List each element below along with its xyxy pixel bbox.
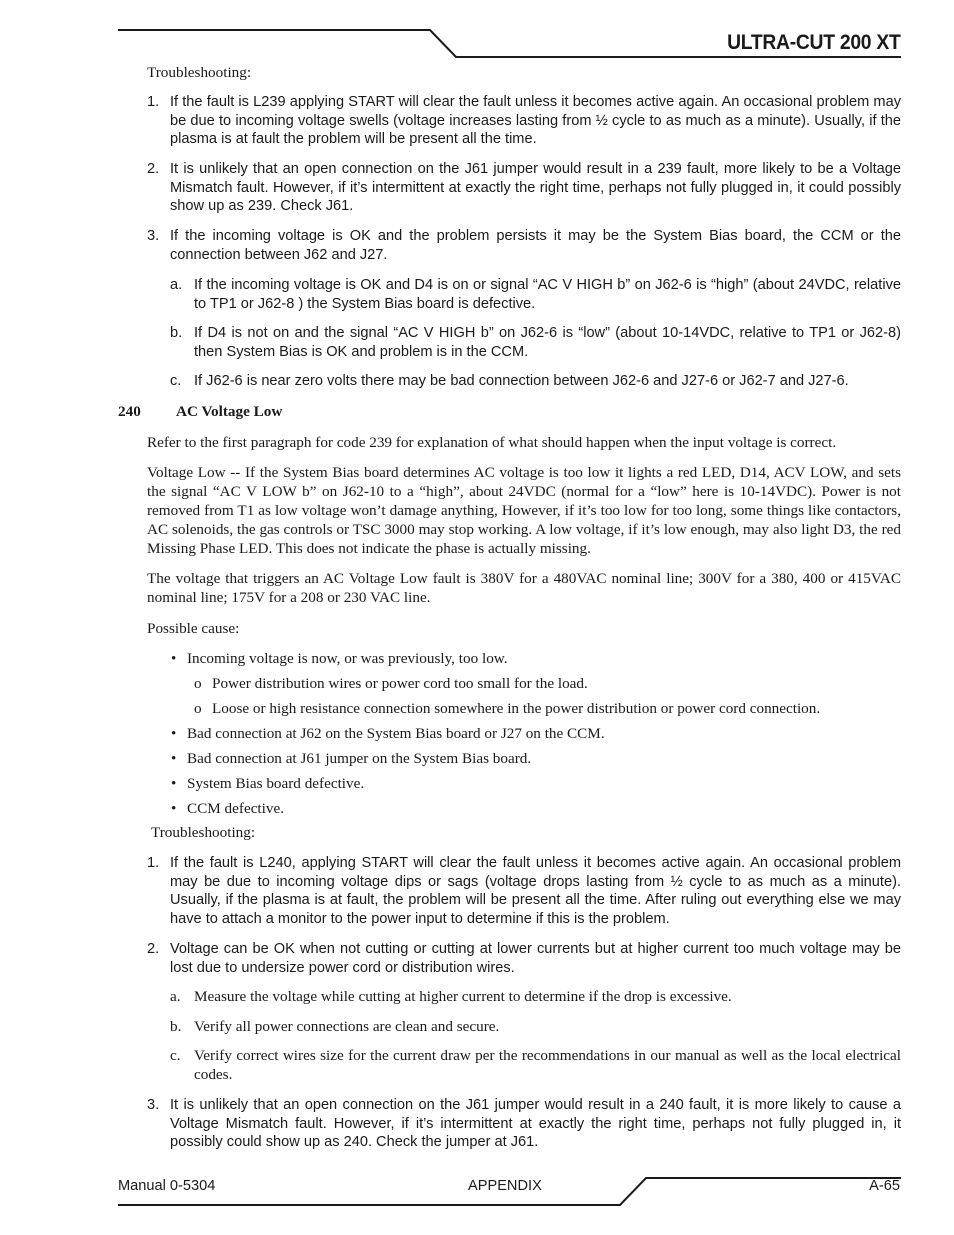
item-text: It is unlikely that an open connection on the J61 jumper would result in a 239 fault, more likely to be a Voltage Mismatch fault. However, if it’s intermittent at exactly the right time, perhaps not fully plugged in, it could possibly show up as 239. Check J61. xyxy=(170,161,901,214)
item-number: 1. xyxy=(147,94,160,110)
bullet-mark: • xyxy=(171,800,177,817)
list-item-240-3 xyxy=(147,1096,901,1152)
list-item-239-3 xyxy=(147,227,901,264)
sub-item-239-c xyxy=(170,372,901,391)
item-number: 3. xyxy=(147,1097,160,1113)
footer-manual-number: Manual 0-5304 xyxy=(118,1178,216,1194)
sub-item-text: If D4 is not on and the signal “AC V HIGH b” on J62-6 is “low” (about 10-14VDC, relative to TP1 or J62-8) then System Bias is OK and problem is in the CCM. xyxy=(194,325,901,360)
bullet-text: Bad connection at J61 jumper on the System Bias board. xyxy=(187,750,532,767)
sub-item-letter: b. xyxy=(170,325,183,341)
bullet-text: Incoming voltage is now, or was previously, too low. xyxy=(187,650,508,667)
bullet-text: CCM defective. xyxy=(187,800,285,817)
list-item-240-2 xyxy=(147,940,901,977)
bullet-item xyxy=(171,774,901,793)
fault-code: 240 xyxy=(118,403,141,420)
sub-item-240-c xyxy=(170,1046,901,1084)
sub-bullet-mark: o xyxy=(194,675,202,692)
section-title: AC Voltage Low xyxy=(176,403,283,420)
sub-item-240-b xyxy=(170,1017,901,1036)
sub-item-letter: a. xyxy=(170,277,183,293)
bullet-item xyxy=(171,724,901,743)
bullet-mark: • xyxy=(171,775,177,792)
paragraph-reference: Refer to the first paragraph for code 239 for explanation of what should happen when the input voltage is correct. xyxy=(147,434,837,451)
sub-item-text: Measure the voltage while cutting at higher current to determine if the drop is excessive. xyxy=(194,988,732,1005)
sub-item-239-a xyxy=(170,276,901,313)
item-text: Voltage can be OK when not cutting or cutting at lower currents but at higher current too much voltage may be lost due to undersize power cord or distribution wires. xyxy=(170,941,901,976)
bullet-mark: • xyxy=(171,725,177,742)
sub-item-letter: a. xyxy=(170,988,181,1005)
sub-bullet-item xyxy=(194,674,901,693)
bullet-item xyxy=(171,649,901,668)
troubleshooting-label-239: Troubleshooting: xyxy=(147,64,252,81)
list-item-239-2 xyxy=(147,160,901,216)
item-number: 1. xyxy=(147,855,160,871)
item-number: 3. xyxy=(147,228,160,244)
sub-item-text: If J62-6 is near zero volts there may be bad connection between J62-6 and J27-6 or J62-7 and J27-6. xyxy=(194,373,849,389)
bullet-text: System Bias board defective. xyxy=(187,775,365,792)
item-number: 2. xyxy=(147,161,160,177)
sub-bullet-item xyxy=(194,699,901,718)
sub-bullet-text: Loose or high resistance connection somewhere in the power distribution or power cord connection. xyxy=(212,700,821,717)
list-item-239-1 xyxy=(147,93,901,149)
footer-section-name: APPENDIX xyxy=(468,1178,542,1194)
paragraph-trigger: The voltage that triggers an AC Voltage Low fault is 380V for a 480VAC nominal line; 300V for a 380, 400 or 415VAC nominal line; 175V for a 208 or 230 VAC line. xyxy=(147,570,901,606)
sub-item-text: If the incoming voltage is OK and D4 is on or signal “AC V HIGH b” on J62-6 is “high” (about 24VDC, relative to TP1 or J62-8 ) the System Bias board is defective. xyxy=(194,277,901,312)
list-item-240-1 xyxy=(147,854,901,928)
item-text: If the incoming voltage is OK and the problem persists it may be the System Bias board, the CCM or the connection between J62 and J27. xyxy=(170,228,901,263)
item-number: 2. xyxy=(147,941,160,957)
sub-bullet-mark: o xyxy=(194,700,202,717)
item-text: If the fault is L239 applying START will clear the fault unless it becomes active again. An occasional problem may be due to incoming voltage swells (voltage increases lasting from ½ cycle to as much as a minute). Usually, if the plasma is at fault the problem will be present all the time. xyxy=(170,94,901,147)
bullet-item xyxy=(171,799,901,818)
sub-item-letter: c. xyxy=(170,1047,181,1064)
bullet-mark: • xyxy=(171,750,177,767)
possible-cause-label: Possible cause: xyxy=(147,620,240,637)
bullet-text: Bad connection at J62 on the System Bias board or J27 on the CCM. xyxy=(187,725,605,742)
sub-item-text: Verify correct wires size for the current draw per the recommendations in our manual as well as the local electrical codes. xyxy=(194,1047,901,1083)
footer-page-number: A-65 xyxy=(869,1178,900,1194)
sub-item-letter: b. xyxy=(170,1018,182,1035)
paragraph-voltage-low: Voltage Low -- If the System Bias board determines AC voltage is too low it lights a red LED, D14, ACV LOW, and sets the signal “AC V LOW b” on J62-10 to a “high”, about 24VDC (normal for a “low” here is 10-14VDC). Power is not removed from T1 as low voltage won’t damage anything, However, if it’s too low for too long, some things like contactors, AC solenoids, the gas controls or TSC 3000 may stop working. A low voltage, if it’s low enough, may also light D3, the red Missing Phase LED. This does not indicate the phase is actually missing. xyxy=(147,464,901,557)
sub-item-text: Verify all power connections are clean and secure. xyxy=(194,1018,500,1035)
document-title: ULTRA-CUT 200 XT xyxy=(726,31,900,54)
sub-item-letter: c. xyxy=(170,373,182,389)
bullet-mark: • xyxy=(171,650,177,667)
item-text: If the fault is L240, applying START will clear the fault unless it becomes active again. An occasional problem may be due to incoming voltage dips or sags (voltage drops lasting from ½ cycle to as much as a minute). Usually, if the plasma is at fault, the problem will be present all the time. After ruling out everything else we may have to attach a monitor to the power input to determine if this is the problem. xyxy=(170,855,901,927)
item-text: It is unlikely that an open connection on the J61 jumper would result in a 240 fault, it is more likely to cause a Voltage Mismatch fault. However, if it’s intermittent at exactly the right time, perhaps not fully plugged in, it possibly could show up as 240. Check the jumper at J61. xyxy=(170,1097,901,1150)
sub-bullet-text: Power distribution wires or power cord too small for the load. xyxy=(212,675,588,692)
bullet-item xyxy=(171,749,901,768)
troubleshooting-label-240: Troubleshooting: xyxy=(151,824,256,841)
sub-item-239-b xyxy=(170,324,901,361)
sub-item-240-a xyxy=(170,987,901,1006)
